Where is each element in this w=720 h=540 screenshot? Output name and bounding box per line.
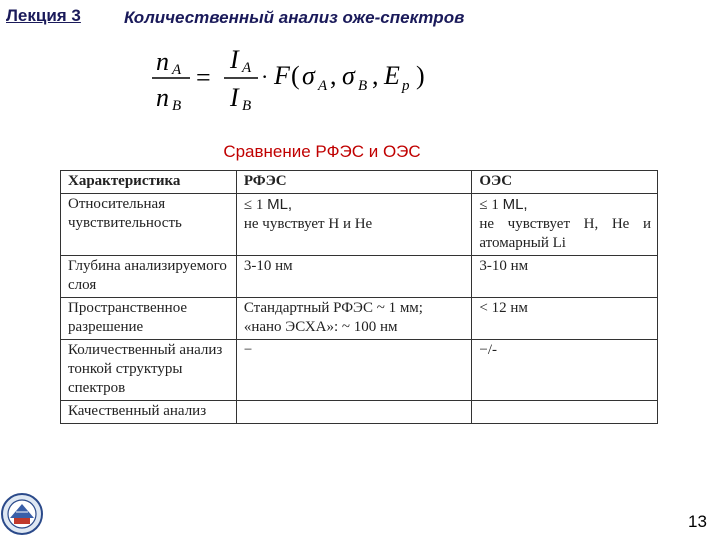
formula-rhs-numerator-sub: A [242,60,252,76]
slide-title: Количественный анализ оже-спектров [124,8,465,27]
formula-rhs-numerator: I [230,45,239,74]
formula-lhs-denominator-sub: B [172,98,182,114]
formula-energy-sub: p [402,78,410,94]
formula-sigma-b-sub: B [358,78,368,94]
table-row [61,194,658,256]
xps-depth-cell: 3-10 нм [236,256,472,298]
formula-sigma-a-sub: A [318,78,328,94]
formula-energy: E [384,61,400,90]
row-label: Качественный анализ [61,401,237,424]
aes-qualitative-cell [472,401,658,424]
page-number: 13 [688,512,707,531]
formula-open-paren: ( [291,61,300,90]
formula-rhs-denominator: I [230,83,239,112]
formula-comma-2: , [372,61,379,90]
comparison-subtitle-text: Сравнение РФЭС и ОЭС [223,142,421,161]
aes-fine-structure-cell: −/- [472,340,658,401]
formula-comma-1: , [330,61,337,90]
aes-resolution-cell: < 12 нм [472,298,658,340]
xps-sensitivity-cell [236,194,472,256]
formula-rhs-denominator-sub: B [242,98,252,114]
auger-quantification-formula [150,40,460,120]
row-label: Глубина анализируемого слоя [61,256,237,298]
formula-lhs-numerator: n [156,47,169,76]
xps-sensitivity-rest: не чувствует H и He [243,216,373,232]
comparison-table [60,170,658,424]
aes-sensitivity-unit: ML, [502,196,528,213]
table-row [61,256,658,298]
xps-resolution-cell: Стандартный РФЭС ~ 1 мм; «нано ЭСХА»: ~ 100 нм [236,298,472,340]
xps-fine-structure-cell: − [236,340,472,401]
table-header-row [61,171,658,194]
aes-sensitivity-cell [472,194,658,256]
formula-equals: = [196,63,211,92]
header-characteristic: Характеристика [61,171,237,194]
aes-depth-cell: 3-10 нм [472,256,658,298]
header-xps: РФЭС [236,171,472,194]
formula-dot: · [261,64,269,89]
row-label: Относительная чувствительность [61,194,237,256]
header-aes: ОЭС [472,171,658,194]
xps-sensitivity-prefix: ≤ 1 [243,197,268,213]
formula-sigma-b: σ [342,61,355,90]
aes-sensitivity-prefix: ≤ 1 [479,197,503,213]
lecture-label: Лекция 3 [6,6,81,25]
table-row [61,401,658,424]
table-row [61,298,658,340]
row-label: Пространственное разрешение [61,298,237,340]
table-row [61,340,658,401]
aes-sensitivity-rest: не чувствует H, He и атомарный Li [479,216,651,251]
comparison-subtitle [0,142,720,162]
formula-function: F [274,61,290,90]
formula-close-paren: ) [416,61,425,90]
university-logo-icon [0,492,44,536]
xps-sensitivity-unit: ML, [267,196,293,213]
formula-lhs-denominator: n [156,83,169,112]
row-label: Количественный анализ тонкой структуры спектров [61,340,237,401]
formula-sigma-a: σ [302,61,315,90]
xps-qualitative-cell [236,401,472,424]
formula-lhs-numerator-sub: A [172,62,182,78]
